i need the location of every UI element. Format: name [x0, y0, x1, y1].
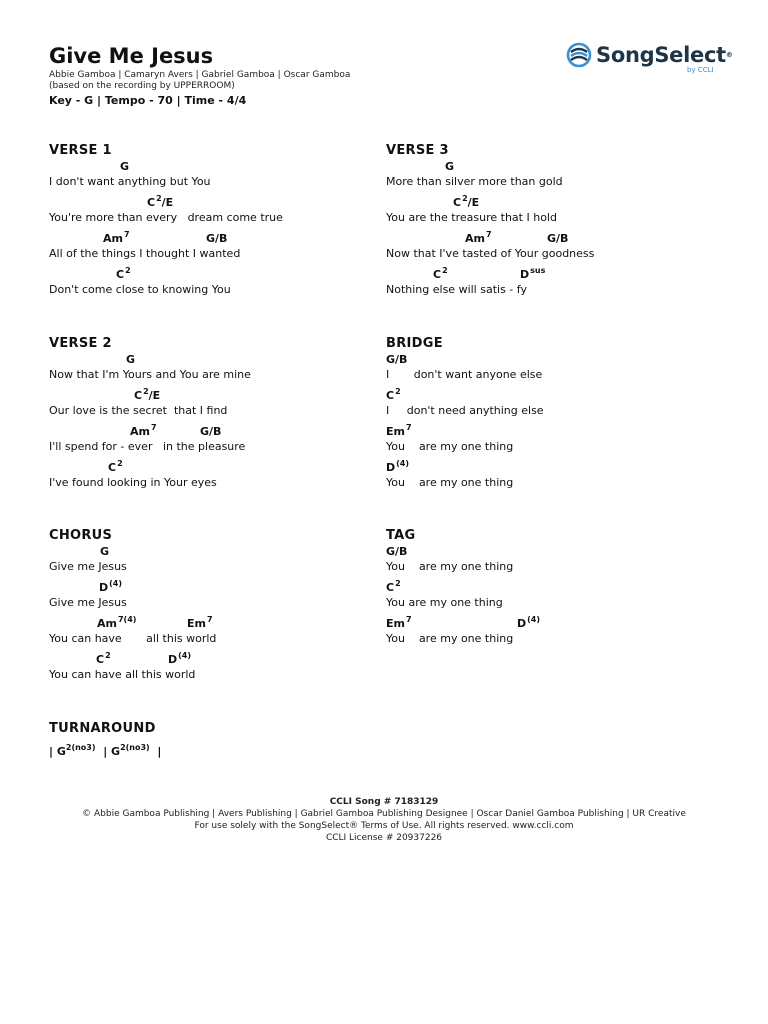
chord-line — [386, 580, 716, 616]
section-bridge — [386, 336, 716, 496]
chord-line — [49, 231, 379, 267]
lyric-line: I don't want anyone else — [386, 368, 543, 381]
section-title: TAG — [386, 528, 416, 543]
chord: Am$^7$ — [130, 423, 157, 438]
chord: G/B — [547, 232, 569, 245]
lyric-line: You are my one thing — [386, 632, 514, 645]
lyric-line: You are my one thing — [386, 440, 514, 453]
chord: G/B — [386, 545, 408, 558]
chord: $C^2$ — [433, 266, 448, 281]
section-title: VERSE 2 — [49, 336, 112, 351]
chord-line — [49, 388, 379, 424]
chord: $C^2$ — [386, 579, 401, 594]
section-verse-1 — [49, 143, 379, 303]
lyric-line: You can have all this world — [49, 668, 196, 681]
section-title: VERSE 3 — [386, 143, 449, 158]
chord: $C^2$ — [386, 387, 401, 402]
chord: $C^2$ — [116, 266, 131, 281]
chord: G — [120, 160, 130, 173]
ccli-license: CCLI License # 20937226 — [325, 833, 443, 843]
chord: G/B — [206, 232, 228, 245]
chord-line — [386, 388, 716, 424]
copyright-line: © Abbie Gamboa Publishing | Avers Publishing | Gabriel Gamboa Publishing Designee | Oscar Daniel Gamboa Publishing | UR Creative — [82, 809, 686, 819]
chord: $C^2/E$ — [134, 387, 161, 402]
chord: G — [445, 160, 455, 173]
chord-line — [386, 616, 716, 652]
section-chorus — [49, 528, 379, 688]
lyric-line: Now that I'm Yours and You are mine — [49, 368, 251, 381]
chord-line — [49, 159, 379, 195]
chord: $D^{(4)}$ — [99, 579, 123, 594]
chord: G — [100, 545, 110, 558]
chord-line — [49, 580, 379, 616]
turnaround-chords: | $G^{2(no3)}$ | $G^{2(no3)}$ | — [49, 743, 162, 758]
chord-line — [49, 616, 379, 652]
lyric-line: Don't come close to knowing You — [49, 283, 231, 296]
section-tag — [386, 528, 716, 652]
chord: $Am^{7(4)}$ — [97, 615, 137, 630]
chord: Am$^7$ — [103, 230, 130, 245]
lyric-line: You're more than every dream come true — [49, 211, 283, 224]
chord: G — [126, 353, 136, 366]
chord-line — [386, 231, 716, 267]
lyric-line: You are my one thing — [386, 476, 514, 489]
lyric-line: I'll spend for - ever in the pleasure — [49, 440, 246, 453]
chord: $C^2$ — [96, 651, 111, 666]
key-tempo-time: Key - G | Tempo - 70 | Time - 4/4 — [49, 94, 247, 107]
chord-line — [386, 352, 716, 388]
section-title: CHORUS — [49, 528, 113, 543]
songselect-logo-icon — [566, 42, 592, 68]
chord: $D^{(4)}$ — [386, 459, 410, 474]
lyric-line: Nothing else will satis - fy — [386, 283, 527, 296]
lyric-line: Give me Jesus — [49, 560, 127, 573]
logo-by-ccli: by CCLI — [687, 66, 714, 74]
chord-line — [49, 267, 379, 303]
lyric-line: I don't want anything but You — [49, 175, 211, 188]
lyric-line: More than silver more than gold — [386, 175, 563, 188]
lyric-line: Our love is the secret that I find — [49, 404, 228, 417]
ccli-song-number: CCLI Song # 7183129 — [329, 797, 439, 807]
chord: Em$^7$ — [386, 423, 412, 438]
section-turnaround — [49, 721, 379, 737]
section-title: TURNAROUND — [49, 721, 156, 736]
song-title: Give Me Jesus — [49, 44, 214, 68]
lyric-line: You can have all this world — [49, 632, 217, 645]
songselect-logo[interactable] — [566, 42, 733, 78]
lyric-line: I don't need anything else — [386, 404, 544, 417]
lyric-line: You are the treasure that I hold — [386, 211, 557, 224]
lyric-line: Now that I've tasted of Your goodness — [386, 247, 595, 260]
chord: $C^2/E$ — [147, 194, 174, 209]
chord: G/B — [386, 353, 408, 366]
chord-line — [386, 460, 716, 496]
logo-brand-text: SongSelect® — [596, 43, 733, 67]
lyric-line: I've found looking in Your eyes — [49, 476, 217, 489]
chord: G/B — [200, 425, 222, 438]
chord-line — [49, 652, 379, 688]
chord-line — [49, 352, 379, 388]
chord: Em$^7$ — [187, 615, 213, 630]
lyric-line: Give me Jesus — [49, 596, 127, 609]
chord: $C^2/E$ — [453, 194, 480, 209]
recording-note: (based on the recording by UPPERROOM) — [49, 81, 235, 91]
terms-line[interactable]: For use solely with the SongSelect® Terms of Use. All rights reserved. www.ccli.com — [194, 821, 574, 831]
chord-line — [386, 159, 716, 195]
chord-line — [49, 460, 379, 496]
chord: $D^{(4)}$ — [517, 615, 541, 630]
chord: $C^2$ — [108, 459, 123, 474]
chord: $D^{sus}$ — [520, 266, 546, 281]
lyric-line: You are my one thing — [386, 596, 503, 609]
chord: $D^{(4)}$ — [168, 651, 192, 666]
chord-line — [386, 195, 716, 231]
chord-line — [386, 267, 716, 303]
chord-line — [386, 424, 716, 460]
lyric-line: All of the things I thought I wanted — [49, 247, 241, 260]
section-verse-2 — [49, 336, 379, 496]
song-authors: Abbie Gamboa | Camaryn Avers | Gabriel Gamboa | Oscar Gamboa — [49, 70, 351, 80]
chord-line — [386, 544, 716, 580]
lyric-line: You are my one thing — [386, 560, 514, 573]
chord: Am$^7$ — [465, 230, 492, 245]
chord: Em$^7$ — [386, 615, 412, 630]
section-title: BRIDGE — [386, 336, 443, 351]
chord-line — [49, 424, 379, 460]
chord-line — [49, 544, 379, 580]
section-title: VERSE 1 — [49, 143, 112, 158]
chord-line — [49, 195, 379, 231]
section-verse-3 — [386, 143, 716, 303]
